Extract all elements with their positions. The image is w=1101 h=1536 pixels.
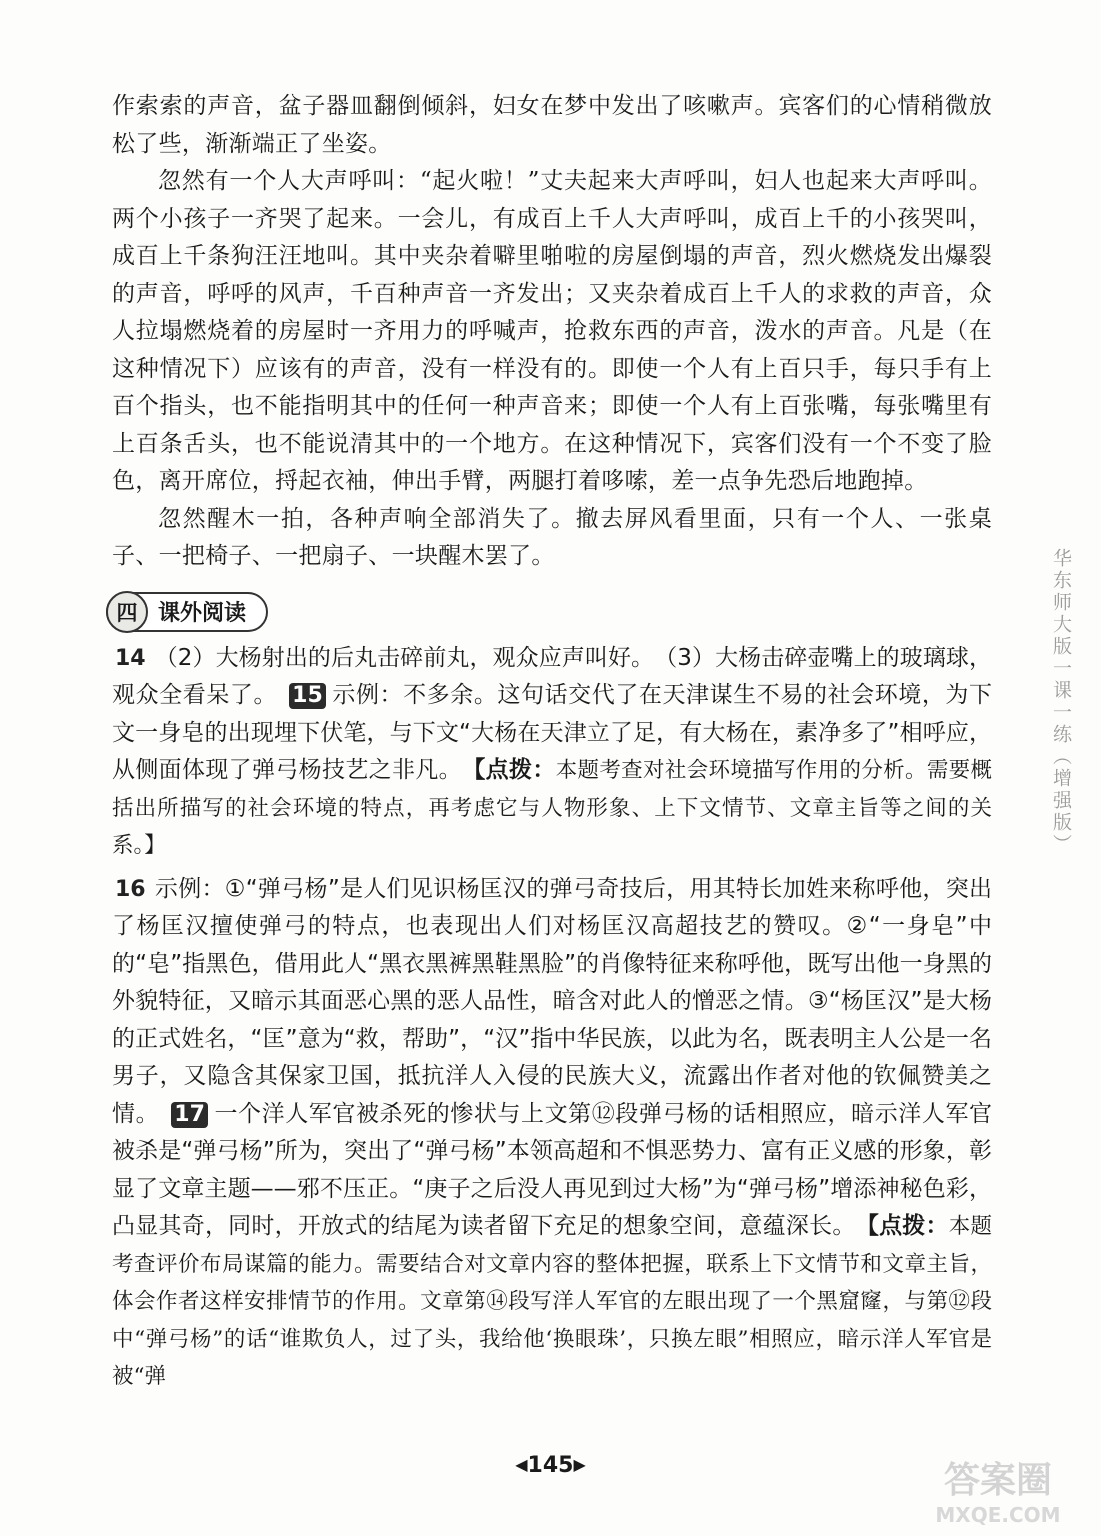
- tip-text-15: 本题考查对社会环境描写作用的分析。需要概括出所描写的社会环境的特点，再考虑它与人物形象、上下文情节、文章主旨等之间的关系。】: [112, 758, 993, 858]
- tip-label-17: 【点拨：: [867, 1213, 949, 1239]
- side-edition-label: 华东师大版一课一练（增强版）: [1050, 548, 1072, 856]
- question-number-17: 17: [171, 1102, 208, 1128]
- question-number-16: 16: [115, 876, 146, 902]
- triangle-left-icon: ◀: [515, 1455, 528, 1474]
- section-number: 四: [106, 591, 148, 633]
- question-number-15: 15: [289, 683, 326, 709]
- answer-15-text: 示例：不多余。这句话交代了在天津谋生不易的社会环境，为下文一身皂的出现埋下伏笔，与下文“大杨在天津立了足，有大杨在，素净多了”相呼应，从侧面体现了弹弓杨技艺之非凡。: [112, 682, 993, 783]
- question-number-14: 14: [115, 645, 146, 671]
- answer-14-text: （2）大杨射出的后丸击碎前丸，观众应声叫好。 （3）大杨击碎壶嘴上的玻璃球，观众全看呆了。: [112, 644, 992, 708]
- watermark-url-text: MXQE.COM: [935, 1503, 1061, 1527]
- answer-14-15: [112, 640, 992, 865]
- watermark-logo: [913, 1452, 1083, 1530]
- section-title: 课外阅读: [158, 601, 247, 626]
- answer-17-text: 一个洋人军官被杀死的惨状与上文第⑫段弹弓杨的话相照应，暗示洋人军官被杀是“弹弓杨”所为，突出了“弹弓杨”本领高超和不惧恶势力、富有正义感的形象，彰显了文章主题——邪不压正。“庚子之后没人再见到过大杨”为“弹弓杨”增添神秘色彩，凸显其奇，同时，开放式的结尾为读者留下充足的想象空间，意蕴深长。: [112, 1100, 993, 1239]
- answer-16-17: [112, 871, 992, 1396]
- tip-label-15: 【点拨：: [473, 757, 556, 783]
- passage-paragraph-2: 忽然有一个人大声呼叫：“起火啦！”丈夫起来大声呼叫，妇人也起来大声呼叫。两个小孩子一齐哭了起来。一会儿，有成百上千人大声呼叫，成百上千的小孩哭叫，成百上千条狗汪汪地叫。其中夹杂着噼里啪啦的房屋倒塌的声音，烈火燃烧发出爆裂的声音，呼呼的风声，千百种声音一齐发出；又夹杂着成百上千人的求救的声音，众人拉塌燃烧着的房屋时一齐用力的呼喊声，抢救东西的声音，泼水的声音。凡是（在这种情况下）应该有的声音，没有一样没有的。即使一个人有上百只手，每只手有上百个指头，也不能指明其中的任何一种声音来；即使一个人有上百张嘴，每张嘴里有上百条舌头，也不能说清其中的一个地方。在这种情况下，宾客们没有一个不变了脸色，离开席位，捋起衣袖，伸出手臂，两腿打着哆嗦，差一点争先恐后地跑掉。: [112, 168, 992, 494]
- watermark-logo-text: 答案圈: [943, 1460, 1053, 1501]
- passage-paragraph-3: 忽然醒木一拍，各种声响全部消失了。撤去屏风看里面，只有一个人、一张桌子、一把椅子、一把扇子、一块醒木罢了。: [112, 505, 992, 569]
- passage-paragraph-1: 作索索的声音，盆子器皿翻倒倾斜，妇女在梦中发出了咳嗽声。宾客们的心情稍微放松了些，渐渐端正了坐姿。: [112, 93, 992, 157]
- page-number-text: 145: [527, 1453, 574, 1478]
- page-content: [112, 88, 992, 1396]
- triangle-right-icon: ▶: [573, 1455, 586, 1474]
- answer-16-text: 示例：①“弹弓杨”是人们见识杨匡汉的弹弓奇技后，用其特长加姓来称呼他，突出了杨匡汉擅使弹弓的特点，也表现出人们对杨匡汉高超技艺的赞叹。②“一身皂”中的“皂”指黑色，借用此人“黑衣黑裤黑鞋黑脸”的肖像特征来称呼他，既写出他一身黑的外貌特征，又暗示其面恶心黑的恶人品性，暗含对此人的憎恶之情。③“杨匡汉”是大杨的正式姓名，“匡”意为“救，帮助”，“汉”指中华民族，以此为名，既表明主人公是一名男子，又隐含其保家卫国，抵抗洋人入侵的民族大义，流露出作者对他的钦佩赞美之情。: [112, 875, 992, 1127]
- section-pill: [106, 592, 268, 632]
- tip-text-17: 本题考查评价布局谋篇的能力。需要结合对文章内容的整体把握，联系上下文情节和文章主旨，体会作者这样安排情节的作用。文章第⑭段写洋人军官的左眼出现了一个黑窟窿，与第⑫段中“弹弓杨”的话“谁欺负人，过了头，我给他‘换眼珠’，只换左眼”相照应，暗示洋人军官是被“弹: [112, 1214, 993, 1389]
- section-header: [106, 592, 992, 632]
